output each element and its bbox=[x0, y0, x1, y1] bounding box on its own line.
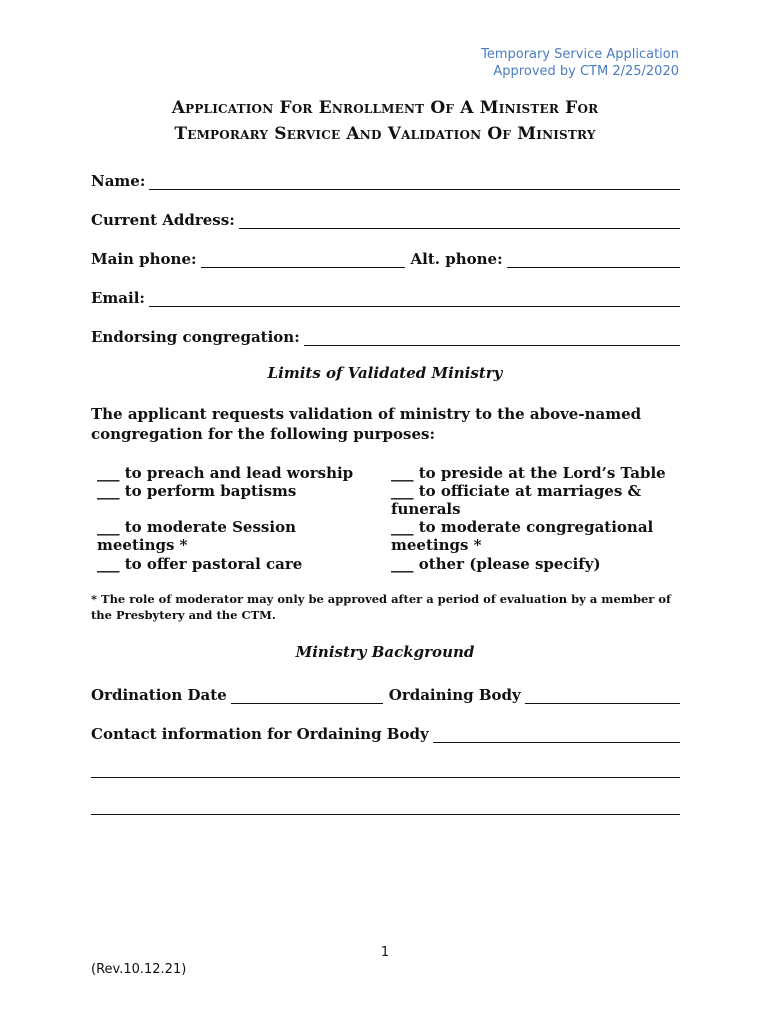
contact-info-label: Contact information for Ordaining Body bbox=[91, 725, 429, 743]
name-field[interactable] bbox=[149, 173, 680, 190]
ordination-field-row bbox=[91, 682, 680, 704]
header-note bbox=[481, 46, 679, 80]
main-phone-label: Main phone: bbox=[91, 250, 197, 268]
main-phone-field[interactable] bbox=[201, 251, 405, 268]
purpose-other[interactable]: ___ other (please specify) bbox=[391, 555, 601, 573]
email-field[interactable] bbox=[149, 290, 680, 307]
purpose-baptisms[interactable]: ___ to perform baptisms bbox=[97, 482, 297, 500]
name-label: Name: bbox=[91, 172, 146, 190]
header-note-line2: Approved by CTM 2/25/2020 bbox=[493, 64, 679, 79]
page-title-line2: Temporary Service And Validation Of Ministry bbox=[174, 124, 596, 144]
address-field[interactable] bbox=[239, 212, 680, 229]
moderator-note: * The role of moderator may only be approved after a period of evaluation by a member of the Presbytery and the CTM. bbox=[91, 592, 671, 622]
limits-intro: The applicant requests validation of ministry to the above-named congregation for the following purposes: bbox=[91, 405, 642, 443]
alt-phone-field[interactable] bbox=[507, 251, 680, 268]
purpose-preach[interactable]: ___ to preach and lead worship bbox=[97, 464, 354, 482]
header-note-line1: Temporary Service Application bbox=[481, 47, 679, 62]
background-heading: Ministry Background bbox=[295, 643, 475, 661]
page-title-line1: Application For Enrollment Of A Minister For bbox=[171, 98, 599, 118]
limits-heading: Limits of Validated Ministry bbox=[267, 364, 503, 382]
contact-info-line-2[interactable] bbox=[91, 777, 680, 778]
congregation-label: Endorsing congregation: bbox=[91, 328, 300, 346]
phone-field-row bbox=[91, 246, 680, 268]
purpose-marriages-funerals[interactable]: ___ to officiate at marriages & funerals bbox=[391, 482, 642, 518]
purpose-moderate-congregational[interactable]: ___ to moderate congregational meetings * bbox=[391, 518, 654, 554]
purpose-pastoral-care[interactable]: ___ to offer pastoral care bbox=[97, 555, 303, 573]
address-label: Current Address: bbox=[91, 211, 235, 229]
page-number: 1 bbox=[380, 945, 390, 960]
congregation-field-row bbox=[91, 324, 680, 346]
ordination-date-field[interactable] bbox=[231, 687, 383, 704]
purpose-moderate-session[interactable]: ___ to moderate Session meetings * bbox=[97, 518, 296, 554]
ordination-date-label: Ordination Date bbox=[91, 686, 227, 704]
contact-info-line-3[interactable] bbox=[91, 814, 680, 815]
contact-info-field[interactable] bbox=[433, 726, 680, 743]
email-field-row bbox=[91, 285, 680, 307]
address-field-row bbox=[91, 207, 680, 229]
contact-info-field-row bbox=[91, 721, 680, 743]
ordaining-body-label: Ordaining Body bbox=[388, 686, 521, 704]
email-label: Email: bbox=[91, 289, 145, 307]
alt-phone-label: Alt. phone: bbox=[410, 250, 503, 268]
purpose-lords-table[interactable]: ___ to preside at the Lord’s Table bbox=[391, 464, 666, 482]
name-field-row bbox=[91, 168, 680, 190]
revision-note: (Rev.10.12.21) bbox=[91, 962, 187, 977]
congregation-field[interactable] bbox=[304, 329, 680, 346]
ordaining-body-field[interactable] bbox=[525, 687, 680, 704]
